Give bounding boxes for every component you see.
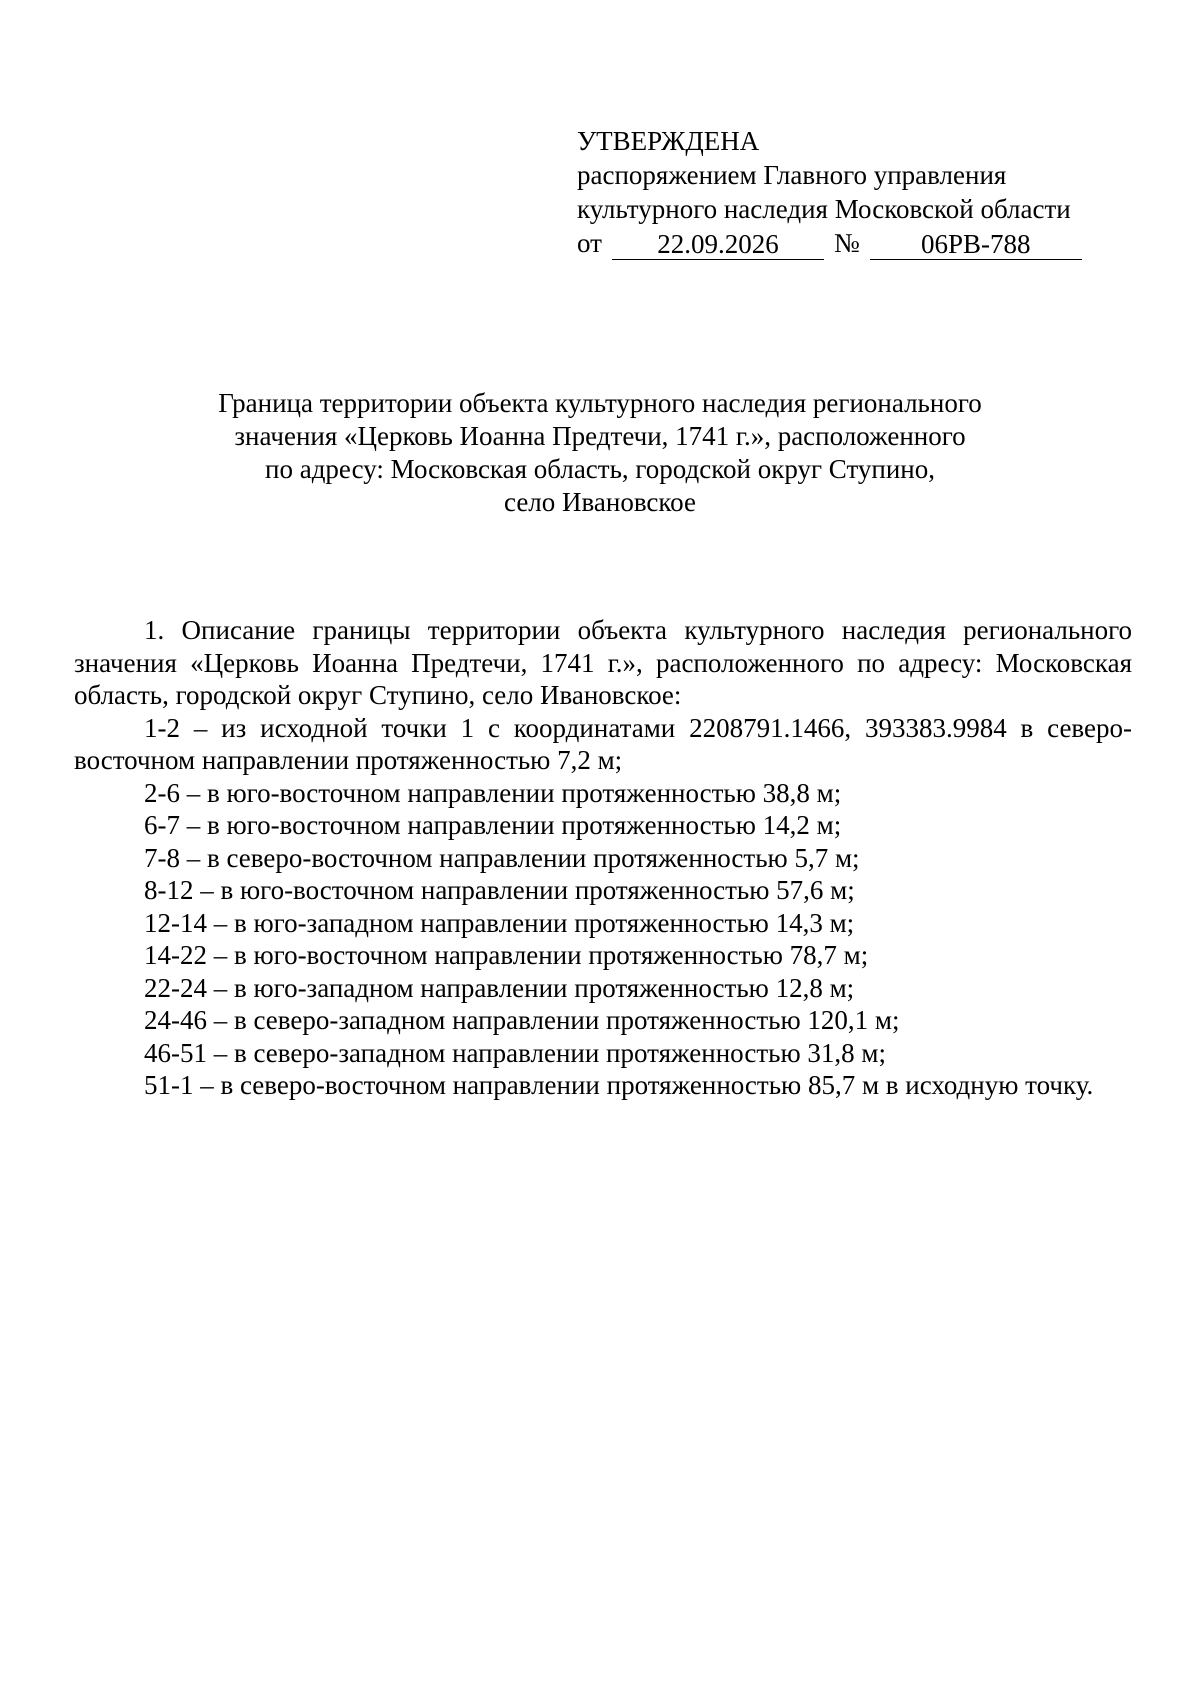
boundary-description [74,614,1132,1102]
segment-item: 22-24 – в юго-западном направлении протяженностью 12,8 м; [144,972,855,1003]
approval-stamp [577,124,1082,260]
segment-item-first: 1-2 – из исходной точки 1 с координатами 2208791.1466, 393383.9984 в северо-восточном направлении протяженностью 7,2 м; [74,712,1132,775]
segment-item: 14-22 – в юго-восточном направлении протяженностью 78,7 м; [144,940,869,970]
segment-item: 2-6 – в юго-восточном направлении протяженностью 38,8 м; [144,777,842,808]
title-line-2: значения «Церковь Иоанна Предтечи, 1741 г.», расположенного [234,421,966,451]
segment-item: 7-8 – в северо-восточном направлении протяженностью 5,7 м; [144,842,860,873]
segment-item: 12-14 – в юго-западном направлении протяженностью 14,3 м; [144,907,855,938]
approval-line-1: распоряжением Главного управления [577,160,1007,190]
intro-paragraph: 1. Описание границы территории объекта культурного наследия регионального значения «Церковь Иоанна Предтечи, 1741 г.», расположенного по адресу: Московская область, городской округ Ступино, село Ивановское: [74,615,1132,710]
approval-line-2: культурного наследия Московской области [577,194,1071,224]
approval-heading: УТВЕРЖДЕНА [577,126,760,156]
segment-item: 6-7 – в юго-восточном направлении протяженностью 14,2 м; [144,810,842,840]
number-sign: № [833,228,860,258]
approval-date: 22.09.2026 [612,229,824,260]
approval-date-number-line [577,226,1082,260]
approval-number: 06РВ-788 [870,229,1082,260]
segment-item: 8-12 – в юго-восточном направлении протяженностью 57,6 м; [144,875,855,905]
segment-item: 24-46 – в северо-западном направлении протяженностью 120,1 м; [144,1005,900,1035]
document-title [150,387,1050,519]
title-line-1: Граница территории объекта культурного наследия регионального [218,388,982,418]
segment-item: 46-51 – в северо-западном направлении протяженностью 31,8 м; [144,1037,886,1068]
title-line-4: село Ивановское [504,487,696,517]
from-label: от [577,228,602,258]
segment-item: 51-1 – в северо-восточном направлении протяженностью 85,7 м в исходную точку. [144,1070,1094,1100]
title-line-3: по адресу: Московская область, городской округ Ступино, [265,454,935,484]
